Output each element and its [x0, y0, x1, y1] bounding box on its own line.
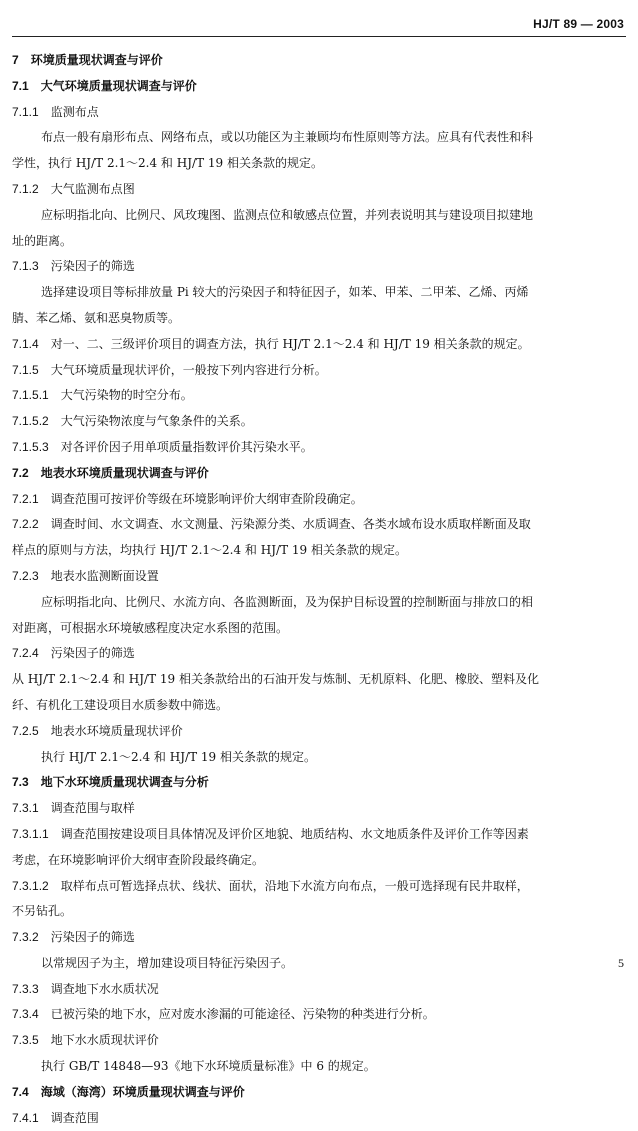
clause-number: 7.3.1.1 — [12, 826, 49, 841]
clause-text: 调查地下水水质状况 — [50, 981, 159, 996]
clause-line — [12, 1106, 626, 1131]
clause-number: 7.2.4 — [12, 646, 39, 661]
section-heading — [12, 48, 626, 74]
clause-text: 大气环境质量现状评价，一般按下列内容进行分析。 — [50, 362, 327, 377]
clause-number: 7.2 — [12, 465, 29, 480]
section-heading — [12, 461, 626, 487]
clause-number: 7.1.5.2 — [12, 414, 49, 429]
clause-text: 不另钻孔。 — [12, 904, 73, 919]
clause-text: 纤、有机化工建设项目水质参数中筛选。 — [12, 697, 229, 712]
paragraph-line — [12, 745, 626, 771]
document-body — [12, 48, 626, 1131]
clause-line — [12, 1028, 626, 1054]
clause-text: 执行 HJ/T 2.1～2.4 和 HJ/T 19 相关条款的规定。 — [41, 749, 316, 764]
clause-text: 调查时间、水文调查、水文测量、污染源分类、水质调查、各类水域布设水质取样断面及取 — [50, 517, 531, 532]
clause-text: 考虑，在环境影响评价大纲审查阶段最终确定。 — [12, 852, 265, 867]
clause-text: 污染因子的筛选 — [50, 259, 135, 274]
clause-text: 污染因子的筛选 — [50, 930, 135, 945]
clause-line — [12, 822, 626, 848]
paragraph-line — [12, 848, 626, 874]
clause-text: 地下水水质现状评价 — [50, 1033, 159, 1048]
clause-text: 执行 GB/T 14848—93《地下水环境质量标准》中 6 的规定。 — [41, 1059, 376, 1074]
clause-number: 7.3.3 — [12, 981, 39, 996]
clause-text: 调查范围按建设项目具体情况及评价区地貌、地质结构、水文地质条件及评价工作等因素 — [60, 826, 529, 841]
clause-text: 腈、苯乙烯、氨和恶臭物质等。 — [12, 310, 181, 325]
clause-text: 从 HJ/T 2.1～2.4 和 HJ/T 19 相关条款给出的石油开发与炼制、无机原料、化肥、橡胶、塑料及化 — [12, 672, 539, 687]
clause-line — [12, 487, 626, 513]
clause-text: 应标明指北向、比例尺、风玫瑰图、监测点位和敏感点位置，并列表说明其与建设项目拟建地 — [41, 207, 534, 222]
clause-text: 以常规因子为主，增加建设项目特征污染因子。 — [41, 955, 294, 970]
paragraph-line — [12, 229, 626, 255]
clause-number: 7.1.4 — [12, 336, 39, 351]
clause-number: 7.1.1 — [12, 104, 39, 119]
clause-text: 地表水环境质量现状调查与评价 — [40, 465, 209, 480]
paragraph-line — [12, 280, 626, 306]
clause-line — [12, 641, 626, 667]
paragraph-line — [12, 899, 626, 925]
paragraph-line — [12, 125, 626, 151]
clause-line — [12, 435, 626, 461]
clause-line — [12, 177, 626, 203]
clause-text: 样点的原则与方法，均执行 HJ/T 2.1～2.4 和 HJ/T 19 相关条款的规定。 — [12, 543, 407, 558]
clause-number: 7.3.1.2 — [12, 878, 49, 893]
paragraph-line — [12, 1054, 626, 1080]
clause-text: 调查范围 — [50, 1110, 99, 1125]
clause-line — [12, 925, 626, 951]
clause-number: 7.1.3 — [12, 259, 39, 274]
clause-line — [12, 100, 626, 126]
section-heading — [12, 770, 626, 796]
clause-text: 大气污染物浓度与气象条件的关系。 — [60, 414, 253, 429]
clause-line — [12, 874, 626, 900]
clause-text: 污染因子的筛选 — [50, 646, 135, 661]
clause-text: 大气污染物的时空分布。 — [60, 388, 193, 403]
clause-text: 布点一般有扇形布点、网络布点，或以功能区为主兼顾均布性原则等方法。应具有代表性和科 — [41, 130, 534, 145]
header-divider — [12, 36, 626, 37]
clause-line — [12, 1002, 626, 1028]
clause-text: 址的距离。 — [12, 233, 73, 248]
paragraph-line — [12, 616, 626, 642]
clause-number: 7.2.2 — [12, 517, 39, 532]
paragraph-line — [12, 306, 626, 332]
paragraph-line — [12, 693, 626, 719]
clause-text: 调查范围与取样 — [50, 801, 135, 816]
clause-number: 7.1 — [12, 78, 29, 93]
clause-text: 监测布点 — [50, 104, 99, 119]
clause-text: 对一、二、三级评价项目的调查方法，执行 HJ/T 2.1～2.4 和 HJ/T 19 相关条款的规定。 — [50, 336, 530, 351]
clause-number: 7 — [12, 53, 19, 67]
clause-text: 海域（海湾）环境质量现状调查与评价 — [40, 1084, 245, 1099]
clause-number: 7.1.5 — [12, 362, 39, 377]
paragraph-line — [12, 151, 626, 177]
clause-line — [12, 358, 626, 384]
clause-text: 地表水监测断面设置 — [50, 568, 159, 583]
clause-number: 7.3.4 — [12, 1007, 39, 1022]
clause-number: 7.3.5 — [12, 1033, 39, 1048]
clause-number: 7.3.1 — [12, 801, 39, 816]
clause-line — [12, 796, 626, 822]
clause-text: 地下水环境质量现状调查与分析 — [40, 775, 209, 790]
paragraph-line — [12, 203, 626, 229]
paragraph-line — [12, 667, 626, 693]
clause-text: 调查范围可按评价等级在环境影响评价大纲审查阶段确定。 — [50, 491, 363, 506]
clause-number: 7.1.2 — [12, 181, 39, 196]
clause-text: 取样布点可暂选择点状、线状、面状，沿地下水流方向布点，一般可选择现有民井取样， — [60, 878, 529, 893]
clause-text: 已被污染的地下水，应对废水渗漏的可能途径、污染物的种类进行分析。 — [50, 1007, 435, 1022]
clause-text: 对各评价因子用单项质量指数评价其污染水平。 — [60, 439, 313, 454]
section-heading — [12, 74, 626, 100]
clause-text: 学性，执行 HJ/T 2.1～2.4 和 HJ/T 19 相关条款的规定。 — [12, 156, 323, 171]
clause-number: 7.3 — [12, 775, 29, 790]
clause-number: 7.4 — [12, 1084, 29, 1099]
clause-number: 7.2.3 — [12, 568, 39, 583]
clause-line — [12, 254, 626, 280]
paragraph-line — [12, 951, 626, 977]
clause-text: 对距离，可根据水环境敏感程度决定水系图的范围。 — [12, 620, 289, 635]
clause-line — [12, 383, 626, 409]
paragraph-line — [12, 538, 626, 564]
clause-line — [12, 564, 626, 590]
paragraph-line — [12, 590, 626, 616]
document-code-header: HJ/T 89 — 2003 — [533, 17, 624, 31]
clause-number: 7.1.5.1 — [12, 388, 49, 403]
clause-line — [12, 719, 626, 745]
clause-text: 地表水环境质量现状评价 — [50, 723, 183, 738]
clause-line — [12, 332, 626, 358]
clause-text: 应标明指北向、比例尺、水流方向、各监测断面，及为保护目标设置的控制断面与排放口的相 — [41, 594, 534, 609]
page-number: 5 — [618, 956, 624, 970]
clause-line — [12, 409, 626, 435]
clause-number: 7.3.2 — [12, 930, 39, 945]
clause-line — [12, 512, 626, 538]
clause-line — [12, 977, 626, 1003]
clause-text: 环境质量现状调查与评价 — [30, 53, 163, 67]
clause-number: 7.2.5 — [12, 723, 39, 738]
clause-text: 大气环境质量现状调查与评价 — [40, 78, 197, 93]
clause-text: 大气监测布点图 — [50, 181, 135, 196]
clause-number: 7.4.1 — [12, 1110, 39, 1125]
clause-text: 选择建设项目等标排放量 Pi 较大的污染因子和特征因子，如苯、甲苯、二甲苯、乙烯、丙烯 — [41, 285, 529, 300]
clause-number: 7.1.5.3 — [12, 439, 49, 454]
clause-number: 7.2.1 — [12, 491, 39, 506]
section-heading — [12, 1080, 626, 1106]
